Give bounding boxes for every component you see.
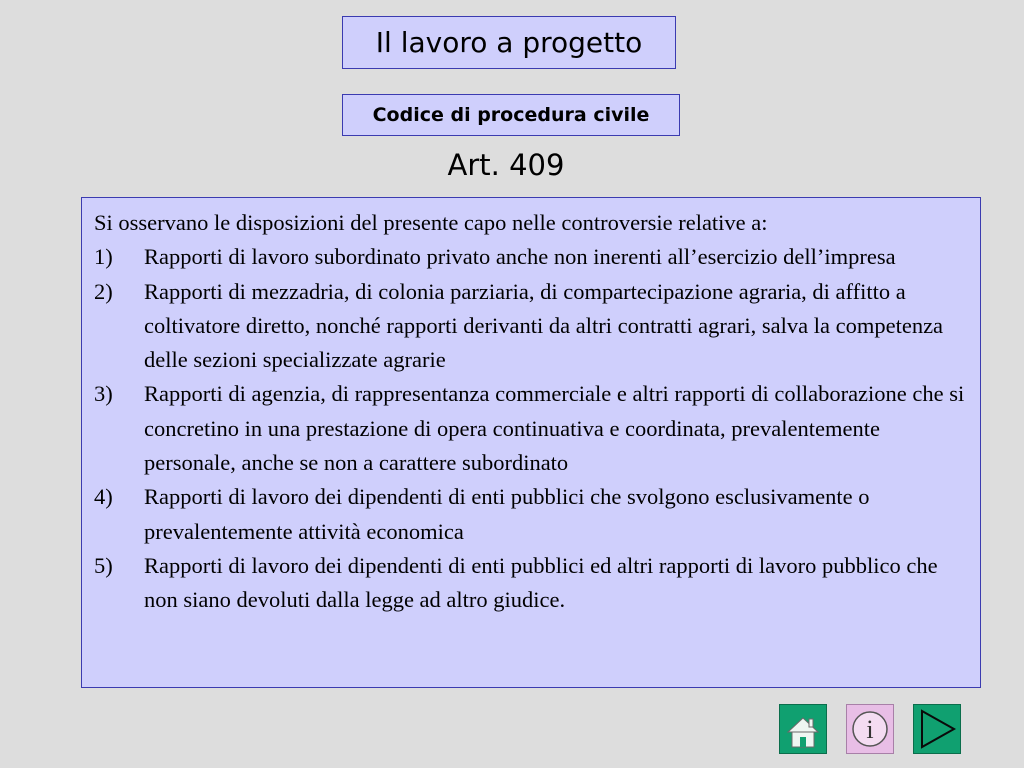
list-item-text: Rapporti di mezzadria, di colonia parziaria, di compartecipazione agraria, di affitto a coltivatore diretto, nonché rapporti derivanti da altri contratti agrari, salva la competenza delle sezioni specializzate agrarie bbox=[144, 278, 944, 373]
list-item bbox=[94, 240, 970, 274]
list-item bbox=[94, 549, 970, 618]
article-heading: Art. 409 bbox=[447, 148, 565, 182]
home-icon bbox=[780, 705, 826, 753]
slide-title-text: Il lavoro a progetto bbox=[375, 26, 643, 59]
article-content-box bbox=[81, 197, 981, 688]
list-item-text: Rapporti di lavoro subordinato privato anche non inerenti all’esercizio dell’impresa bbox=[144, 244, 896, 270]
list-item-number: 2) bbox=[94, 278, 113, 304]
slide-subtitle bbox=[342, 94, 680, 136]
list-item-text: Rapporti di lavoro dei dipendenti di enti pubblici ed altri rapporti di lavoro pubblico che non siano devoluti dalla legge ad altro giudice. bbox=[144, 552, 938, 613]
info-icon bbox=[847, 705, 893, 753]
intro-text: Si osservano le disposizioni del presente capo nelle controversie relative a: bbox=[94, 210, 768, 235]
slide-title bbox=[342, 16, 676, 69]
next-arrow-icon bbox=[914, 705, 960, 753]
list-item-number: 1) bbox=[94, 244, 113, 270]
article-items-list bbox=[94, 240, 970, 617]
list-item-number: 4) bbox=[94, 484, 113, 510]
next-slide-button[interactable] bbox=[913, 704, 961, 754]
list-item-number: 3) bbox=[94, 381, 113, 407]
info-button[interactable] bbox=[846, 704, 894, 754]
list-item-text: Rapporti di agenzia, di rappresentanza commerciale e altri rapporti di collaborazione che si concretino in una prestazione di opera continuativa e coordinata, prevalentemente personale, anche se non a carattere subordinato bbox=[144, 381, 965, 476]
home-button[interactable] bbox=[779, 704, 827, 754]
list-item bbox=[94, 377, 970, 480]
list-item-number: 5) bbox=[94, 552, 113, 578]
list-item-text: Rapporti di lavoro dei dipendenti di enti pubblici che svolgono esclusivamente o prevalentemente attività economica bbox=[144, 484, 870, 544]
slide-subtitle-text: Codice di procedura civile bbox=[372, 104, 650, 126]
list-item bbox=[94, 480, 970, 549]
list-item bbox=[94, 275, 970, 378]
info-glyph: i bbox=[866, 715, 874, 744]
